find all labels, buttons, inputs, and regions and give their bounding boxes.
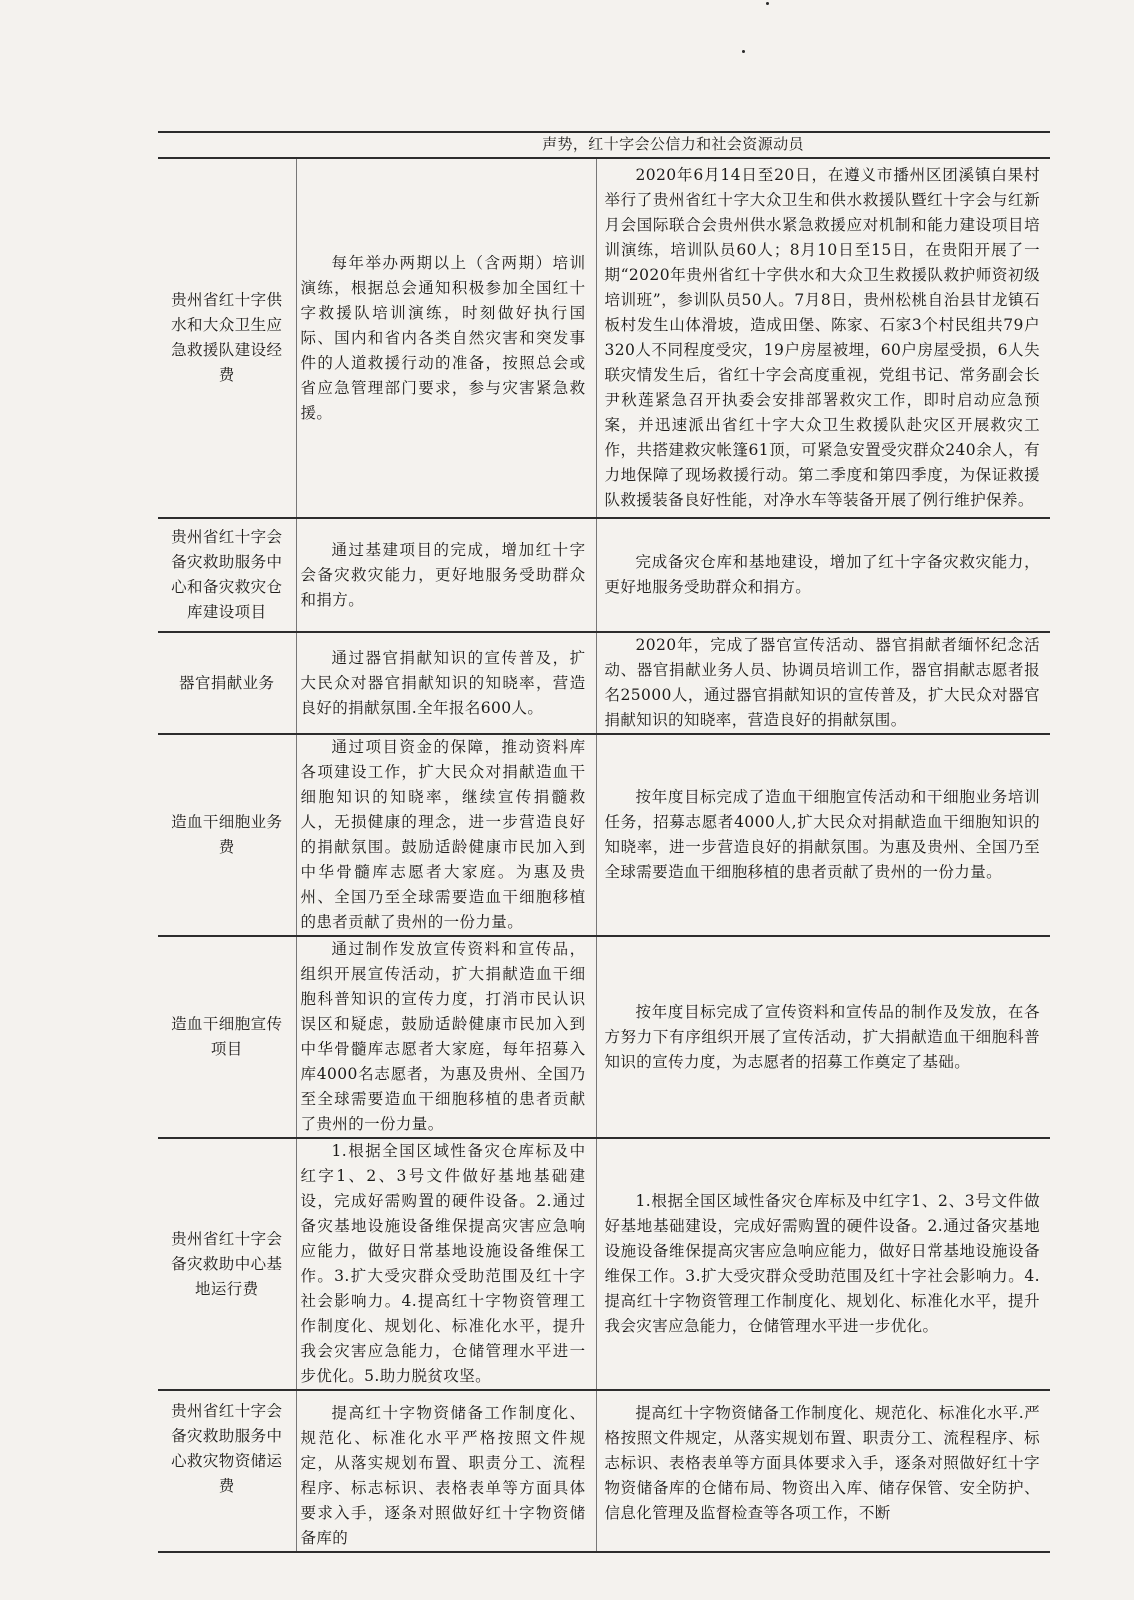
project-name-cell: 贵州省红十字会备灾救助服务中心救灾物资储运费 <box>158 1390 296 1552</box>
table-row <box>158 734 1050 936</box>
scan-speck <box>742 50 745 53</box>
annual-target-cell: 通过基建项目的完成，增加红十字会备灾救灾能力，更好地服务受助群众和捐方。 <box>296 518 596 632</box>
table-row <box>158 1390 1050 1552</box>
completion-cell: 2020年6月14日至20日，在遵义市播州区团溪镇白果村举行了贵州省红十字大众卫生和供水救援队暨红十字会与红新月会国际联合会贵州供水紧急救援应对机制和能力建设项目培训演练，培训队员60人；8月10日至15日，在贵阳开展了一期“2020年贵州省红十字供水和大众卫生救援队救护师资初级培训班”，参训队员50人。7月8日，贵州松桃自治县甘龙镇石板村发生山体滑坡，造成田堡、陈家、石家3个村民组共79户320人不同程度受灾，19户房屋被埋，60户房屋受损，6人失联灾情发生后，省红十字会高度重视，党组书记、常务副会长尹秋莲紧急召开执委会安排部署救灾工作，即时启动应急预案，并迅速派出省红十字大众卫生救援队赴灾区开展救灾工作，共搭建救灾帐篷61顶，可紧急安置受灾群众240余人，有力地保障了现场救援行动。第二季度和第四季度，为保证救援队救援装备良好性能，对净水车等装备开展了例行维护保养。 <box>596 158 1050 518</box>
project-name-cell: 贵州省红十字供水和大众卫生应急救援队建设经费 <box>158 158 296 518</box>
completion-cell: 完成备灾仓库和基地建设，增加了红十字备灾救灾能力，更好地服务受助群众和捐方。 <box>596 518 1050 632</box>
project-name-cell: 贵州省红十字会备灾救助服务中心和备灾救灾仓库建设项目 <box>158 518 296 632</box>
scan-speck <box>766 2 769 5</box>
annual-target-cell: 提高红十字物资储备工作制度化、规范化、标准化水平严格按照文件规定，从落实规划布置、职责分工、流程程序、标志标识、表格表单等方面具体要求入手，逐条对照做好红十字物资储备库的 <box>296 1390 596 1552</box>
completion-cell: 按年度目标完成了宣传资料和宣传品的制作及发放，在各方努力下有序组织开展了宣传活动，扩大捐献造血干细胞科普知识的宣传力度，为志愿者的招募工作奠定了基础。 <box>596 936 1050 1138</box>
completion-cell: 按年度目标完成了造血干细胞宣传活动和干细胞业务培训任务，招募志愿者4000人,扩大民众对捐献造血干细胞知识的知晓率，进一步营造良好的捐献氛围。为惠及贵州、全国乃至全球需要造血干细胞移植的患者贡献了贵州的一份力量。 <box>596 734 1050 936</box>
project-performance-table <box>158 131 1050 1553</box>
table-row <box>158 131 1050 158</box>
table-row <box>158 1138 1050 1390</box>
completion-cell: 2020年，完成了器官宣传活动、器官捐献者缅怀纪念活动、器官捐献业务人员、协调员培训工作，器官捐献志愿者报名25000人，通过器官捐献知识的宣传普及，扩大民众对器官捐献知识的知晓率，营造良好的捐献氛围。 <box>596 632 1050 734</box>
table-row <box>158 518 1050 632</box>
continued-target-cell: 声势，红十字会公信力和社会资源动员 <box>296 131 1050 158</box>
project-name-cell: 器官捐献业务 <box>158 632 296 734</box>
table-row <box>158 158 1050 518</box>
project-name-cell: 造血干细胞业务费 <box>158 734 296 936</box>
annual-target-cell: 通过项目资金的保障，推动资料库各项建设工作，扩大民众对捐献造血干细胞知识的知晓率，继续宣传捐髓救人，无损健康的理念，进一步营造良好的捐献氛围。鼓励适龄健康市民加入到中华骨髓库志愿者大家庭。为惠及贵州、全国乃至全球需要造血干细胞移植的患者贡献了贵州的一份力量。 <box>296 734 596 936</box>
project-name-cell: 造血干细胞宣传项目 <box>158 936 296 1138</box>
annual-target-cell: 1.根据全国区域性备灾仓库标及中红字1、2、3号文件做好基地基础建设，完成好需购置的硬件设备。2.通过备灾基地设施设备维保提高灾害应急响应能力，做好日常基地设施设备维保工作。3.扩大受灾群众受助范围及红十字社会影响力。4.提高红十字物资管理工作制度化、规划化、标准化水平，提升我会灾害应急能力，仓储管理水平进一步优化。5.助力脱贫攻坚。 <box>296 1138 596 1390</box>
table-row <box>158 936 1050 1138</box>
annual-target-cell: 通过制作发放宣传资料和宣传品，组织开展宣传活动，扩大捐献造血干细胞科普知识的宣传力度，打消市民认识误区和疑虑，鼓励适龄健康市民加入到中华骨髓库志愿者大家庭，每年招募入库4000名志愿者，为惠及贵州、全国乃至全球需要造血干细胞移植的患者贡献了贵州的一份力量。 <box>296 936 596 1138</box>
table-row <box>158 632 1050 734</box>
annual-target-cell: 通过器官捐献知识的宣传普及，扩大民众对器官捐献知识的知晓率，营造良好的捐献氛围.全年报名600人。 <box>296 632 596 734</box>
project-name-cell: 贵州省红十字会备灾救助中心基地运行费 <box>158 1138 296 1390</box>
project-name-cell <box>158 131 296 158</box>
annual-target-cell: 每年举办两期以上（含两期）培训演练，根据总会通知积极参加全国红十字救援队培训演练，时刻做好执行国际、国内和省内各类自然灾害和突发事件的人道救援行动的准备，按照总会或省应急管理部门要求，参与灾害紧急救援。 <box>296 158 596 518</box>
completion-cell: 提高红十字物资储备工作制度化、规范化、标准化水平.严格按照文件规定，从落实规划布置、职责分工、流程程序、标志标识、表格表单等方面具体要求入手，逐条对照做好红十字物资储备库的仓储布局、物资出入库、储存保管、安全防护、信息化管理及监督检查等各项工作，不断 <box>596 1390 1050 1552</box>
completion-cell: 1.根据全国区域性备灾仓库标及中红字1、2、3号文件做好基地基础建设，完成好需购置的硬件设备。2.通过备灾基地设施设备维保提高灾害应急响应能力，做好日常基地设施设备维保工作。3.扩大受灾群众受助范围及红十字社会影响力。4.提高红十字物资管理工作制度化、规划化、标准化水平，提升我会灾害应急能力，仓储管理水平进一步优化。 <box>596 1138 1050 1390</box>
